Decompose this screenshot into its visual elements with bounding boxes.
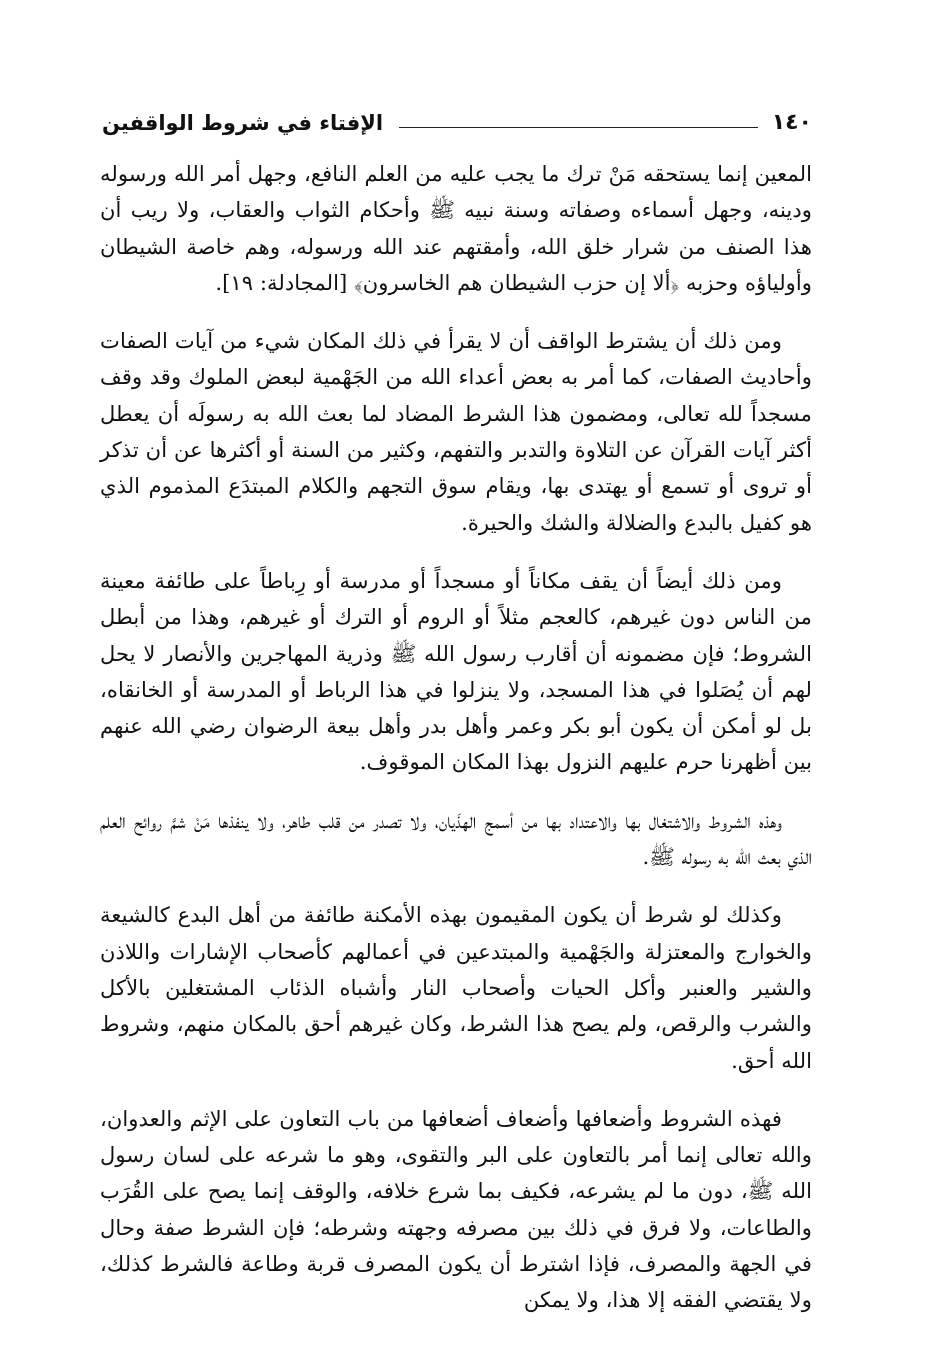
- paragraph-1: المعين إنما يستحقه مَنْ ترك ما يجب عليه من العلم النافع، وجهل أمر الله ورسوله ودينه، وجهل أسماءه وصفاته وسنة نبيه ﷺ وأحكام الثواب والعقاب، ولا ريب أن هذا الصنف من شرار خلق الله، وأمقتهم عند الله ورسوله، وهم خاصة الشيطان وأولياؤه وحزبه ﴿ألا إن حزب الشيطان هم الخاسرون﴾ [المجادلة: ١٩].: [100, 161, 812, 295]
- header-rule: [399, 127, 758, 128]
- paragraph-2: ومن ذلك أن يشترط الواقف أن لا يقرأ في ذلك المكان شيء من آيات الصفات وأحاديث الصفات، كما أمر به بعض أعداء الله من الجَهْمية لبعض الملوك وقد وقف مسجداً لله تعالى، ومضمون هذا الشرط المضاد لما بعث الله به رسولَه أن يعطل أكثر آيات القرآن عن التلاوة والتدبر والتفهم، وكثير من السنة أو أكثرها عن أن تذكر أو تروى أو تسمع أو يهتدى بها، ويقام سوق التجهم والكلام المبتدَع المذموم الذي هو كفيل بالبدع والضلالة والشك والحيرة.: [100, 328, 812, 535]
- running-header: [102, 104, 812, 138]
- body-text: [100, 156, 812, 1341]
- book-title: الإفتاء في شروط الواقفين: [102, 111, 384, 135]
- paragraph-3: ومن ذلك أيضاً أن يقف مكاناً أو مسجداً أو مدرسة أو رِباطاً على طائفة معينة من الناس دون غيرهم، كالعجم مثلاً أو الروم أو الترك أو غيرهم، وهذا من أبطل الشروط؛ فإن مضمونه أن أقارب رسول الله ﷺ وذرية المهاجرين والأنصار لا يحل لهم أن يُصَلوا في هذا المسجد، ولا ينزلوا في هذا الرباط أو المدرسة أو الخانقاه، بل لو أمكن أن يكون أبو بكر وعمر وأهل بدر وأهل بيعة الرضوان رضي الله عنهم بين أظهرنا حرم عليهم النزول بهذا المكان الموقوف.: [100, 567, 812, 775]
- page-number: ١٤٠: [771, 110, 812, 135]
- paragraph-4: وهذه الشروط والاشتغال بها والاعتداد بها من أسمج الهذَيان، ولا تصدر من قلب طاهر، ولا ينفذها مَنْ شمَّ روائح العلم الذي بعث الله به رسوله ﷺ.: [100, 807, 812, 870]
- paragraph-5: وكذلك لو شرط أن يكون المقيمون بهذه الأمكنة طائفة من أهل البدع كالشيعة والخوارج والمعتزلة والجَهْمية والمبتدعين في أعمالهم كأصحاب الإشارات واللاذن والشير والعنبر وأكل الحيات وأصحاب النار وأشباه الذئاب المشتغلين بالأكل والشرب والرقص، ولم يصح هذا الشرط، وكان غيرهم أحق بالمكان منهم، وشروط الله أحق.: [100, 902, 812, 1073]
- paragraph-6: فهذه الشروط وأضعافها وأضعاف أضعافها من باب التعاون على الإثم والعدوان، والله تعالى إنما أمر بالتعاون على البر والتقوى، وهو ما شرعه على لسان رسول الله ﷺ، دون ما لم يشرعه، فكيف بما شرع خلافه، والوقف إنما يصح على القُرَب والطاعات، ولا فرق في ذلك بين مصرفه وجهته وشرطه؛ فإن الشرط صفة وحال في الجهة والمصرف، فإذا اشترط أن يكون المصرف قربة وطاعة فالشرط كذلك، ولا يقتضي الفقه إلا هذا، ولا يمكن: [100, 1105, 812, 1313]
